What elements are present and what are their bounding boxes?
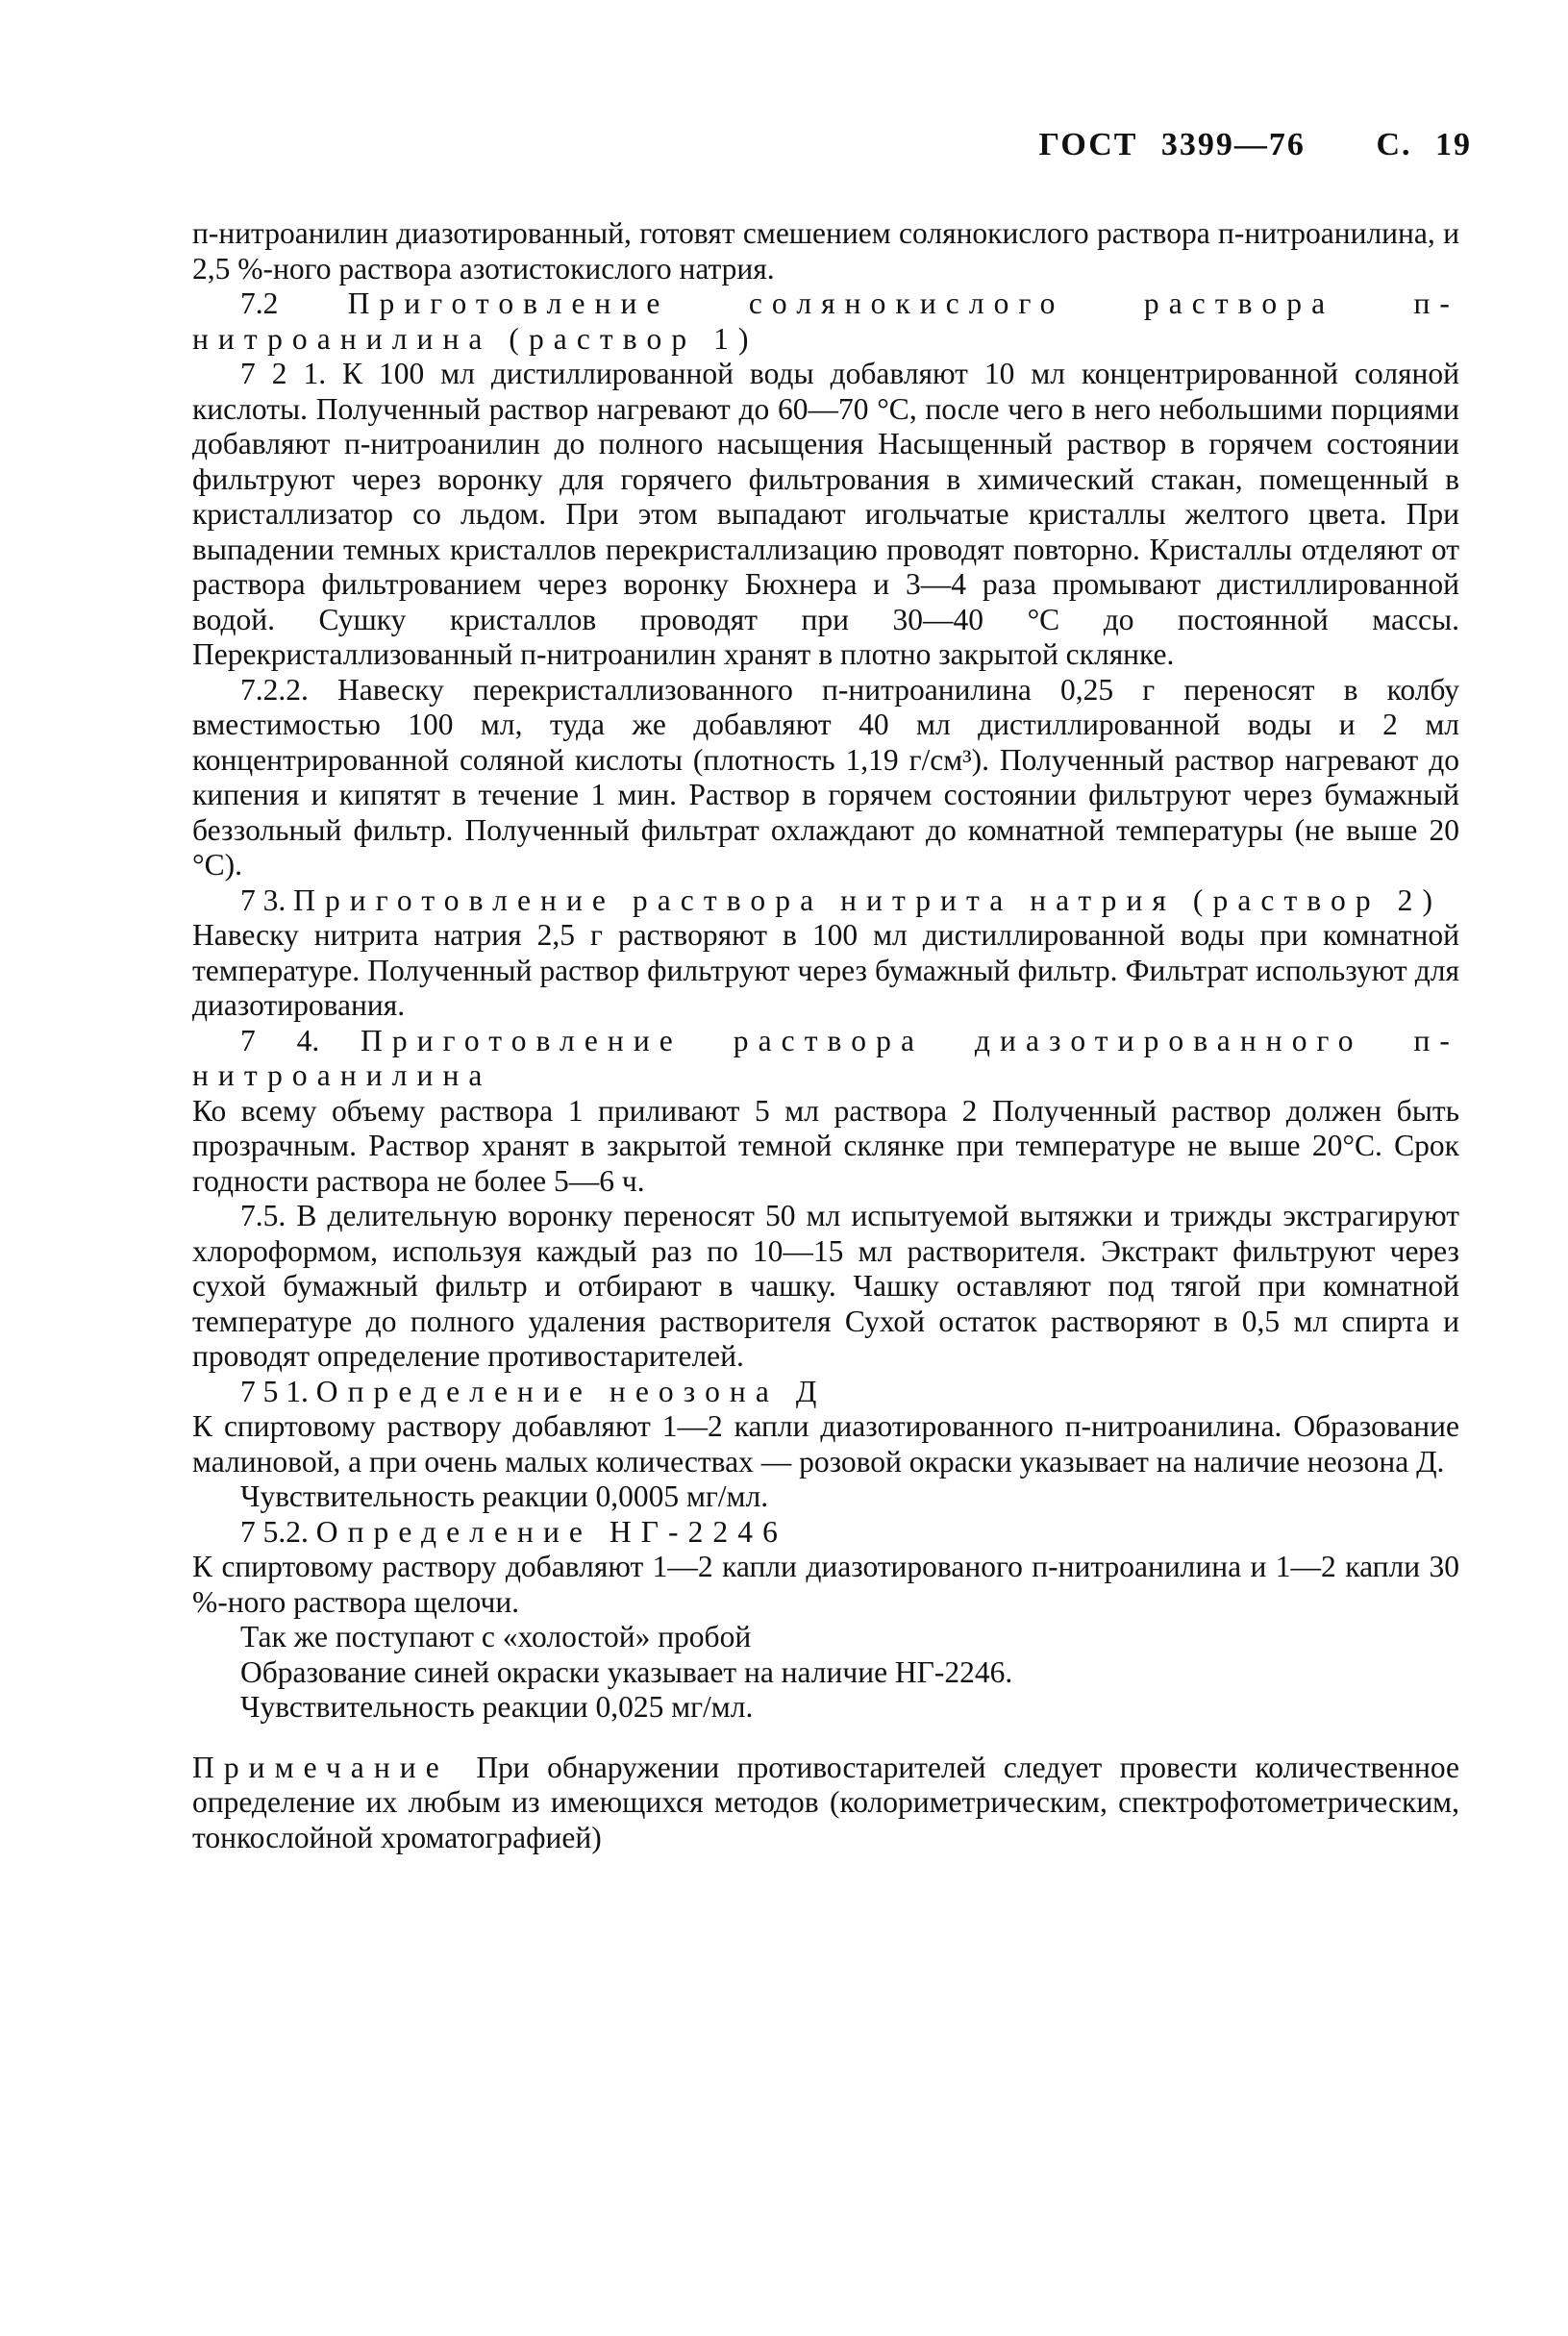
section-title: Приготовление раствора нитрита натрия (раствор 2) [293,882,1443,917]
paragraph-sensitivity-1: Чувствительность реакции 0,0005 мг/мл. [240,1479,769,1513]
paragraph-7-2-2: 7.2.2. Навеску перекристаллизованного п-нитроанилина 0,25 г переносят в колбу вместимостью 100 мл, туда же добавляют 40 мл дистиллированной воды и 2 мл концентрированной соляной кислоты (плотность 1,19 г/см³). Полученный раствор нагревают до кипения и кипятят в течение 1 мин. Раствор в горячем состоянии фильтруют через бумажный беззольный фильтр. Полученный фильтрат охлаждают до комнатной температуры (не выше 20 °С). [192,672,1459,882]
paragraph-sensitivity-2: Чувствительность реакции 0,025 мг/мл. [240,1690,754,1724]
paragraph-intro: п-нитроанилин диазотированный, готовят смешением солянокислого раствора п-нитроанилина, и 2,5 %-ного раствора азотистокислого натрия. [192,216,1459,286]
paragraph-7-5-2: К спиртовому раствору добавляют 1—2 капли диазотированого п-нитроанилина и 1—2 капли 30 %-ного раствора щелочи. [192,1550,1459,1619]
page-header [1039,127,1472,163]
page-number: С. 19 [1376,127,1472,162]
note-text: При обнаружении противостарителей следует провести количественное определение их любым из имеющихся методов (колориметрическим, спектрофотометрическим, тонкослойной хроматографией) [192,1750,1459,1854]
document-body [192,216,1459,1855]
standard-number: ГОСТ 3399—76 [1038,127,1306,162]
section-number: 7 5 1. [240,1374,316,1408]
paragraph-7-5-1: К спиртовому раствору добавляют 1—2 капли диазотированного п-нитроанилина. Образование малиновой, а при очень малых количествах — розовой окраски указывает на наличие неозона Д. [192,1409,1459,1479]
section-number: 7 5.2. [240,1514,316,1549]
section-7-3-heading [192,883,1459,919]
paragraph-7-5: 7.5. В делительную воронку переносят 50 мл испытуемой вытяжки и трижды экстрагируют хлороформом, используя каждый раз по 10—15 мл растворителя. Экстракт фильтруют через сухой бумажный фильтр и отбирают в чашку. Чашку оставляют под тягой при комнатной температуре до полного удаления растворителя Сухой остаток растворяют в 0,5 мл спирта и проводят определение противостарителей. [192,1199,1459,1373]
section-7-5-1-heading [192,1375,1459,1410]
paragraph-blue-color: Образование синей окраски указывает на наличие НГ-2246. [240,1654,1013,1689]
paragraph-7-4: Ко всему объему раствора 1 приливают 5 мл раствора 2 Полученный раствор должен быть прозрачным. Раствор хранят в закрытой темной склянке при температуре не выше 20°С. Срок годности раствора не более 5—6 ч. [192,1093,1459,1198]
section-number: 7 3. [240,882,294,917]
section-title: Приготовление раствора диазотированного п-нитроанилина [192,1023,1459,1092]
section-number: 7 4. [240,1023,361,1057]
section-7-5-2-heading [192,1515,1459,1551]
note-label: Примечание [192,1750,477,1784]
paragraph-7-3: Навеску нитрита натрия 2,5 г растворяют в 100 мл дистиллированной воды при комнатной температуре. Полученный раствор фильтруют через бумажный фильтр. Фильтрат используют для диазотирования. [192,918,1459,1022]
paragraph-7-2-1: 7 2 1. К 100 мл дистиллированной воды добавляют 10 мл концентрированной соляной кислоты. Полученный раствор нагревают до 60—70 °С, после чего в него небольшими порциями добавляют п-нитроанилин до полного насыщения Насыщенный раствор в горячем состоянии фильтруют через воронку для горячего фильтрования в химический стакан, помещенный в кристаллизатор со льдом. При этом выпадают игольчатые кристаллы желтого цвета. При выпадении темных кристаллов перекристаллизацию проводят повторно. Кристаллы отделяют от раствора фильтрованием через воронку Бюхнера и 3—4 раза промывают дистиллированной водой. Сушку кристаллов проводят при 30—40 °С до постоянной массы. Перекристаллизованный п-нитроанилин хранят в плотно закрытой склянке. [192,357,1459,671]
section-7-2-heading [192,286,1459,357]
section-title: Приготовление солянокислого раствора п-нитроанилина (раствор 1) [192,286,1459,356]
paragraph-blank-sample: Так же поступают с «холостой» пробой [240,1620,752,1653]
section-7-4-heading [192,1024,1459,1094]
section-title: Определение неозона Д [315,1374,827,1408]
section-number: 7.2 [240,286,348,320]
note [192,1751,1459,1856]
section-title: Определение НГ-2246 [315,1514,787,1549]
